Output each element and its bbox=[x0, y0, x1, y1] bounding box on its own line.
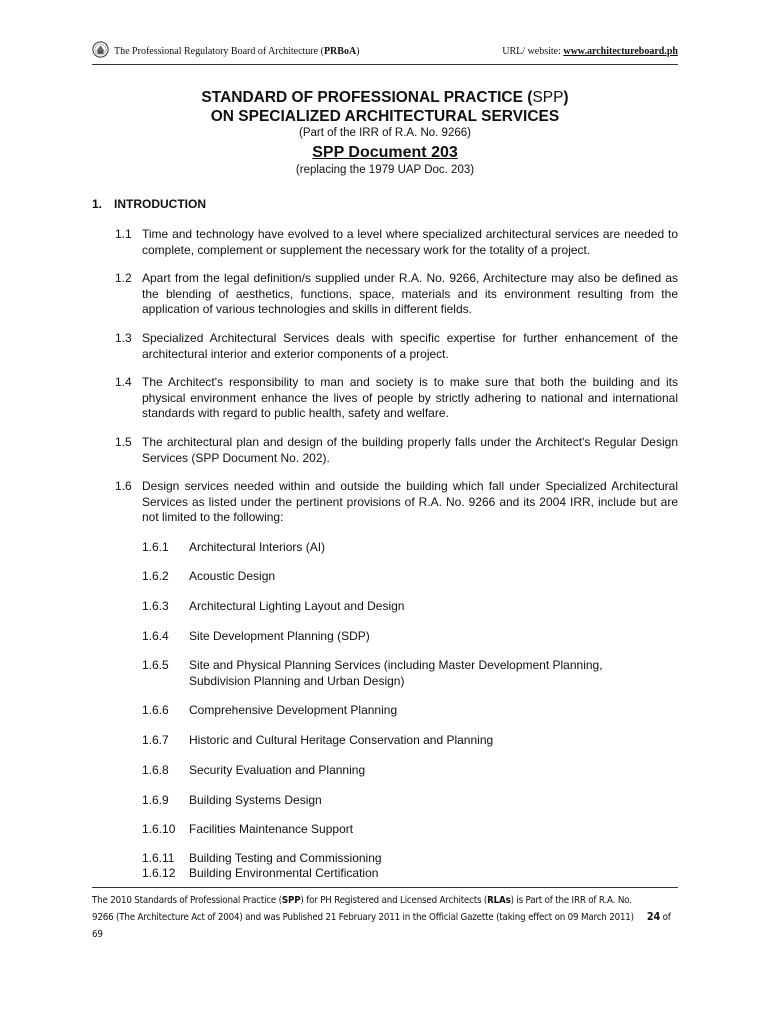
page-number: 24 of 69 bbox=[92, 911, 671, 940]
list-item: 1.6.9 Building Systems Design bbox=[142, 793, 322, 807]
page-footer bbox=[92, 892, 678, 943]
section-title: INTRODUCTION bbox=[114, 197, 206, 211]
doc-title-line2: ON SPECIALIZED ARCHITECTURAL SERVICES bbox=[210, 108, 560, 125]
list-item: 1.6.4 Site Development Planning (SDP) bbox=[142, 629, 370, 643]
footer-line1: The 2010 Standards of Professional Practice (SPP) for PH Registered and Licensed Architects (RLAs) is Part of the IRR of R.A. No. bbox=[92, 895, 632, 906]
title-block bbox=[92, 88, 678, 178]
list-item: 1.6.12 Building Environmental Certification bbox=[142, 866, 379, 880]
list-item: 1.6.6 Comprehensive Development Planning bbox=[142, 703, 398, 717]
header-website: URL/ website: www.architectureboard.ph bbox=[502, 46, 678, 57]
paragraph-1-6: 1.6 Design services needed within and outside the building which fall under Specialized Architectural Services as listed under the pertinent provisions of R.A. No. 9266 and its 2004 IRR, include but are not limited to the following: bbox=[115, 479, 678, 524]
page-header bbox=[92, 40, 678, 62]
paragraph-1-5: 1.5 The architectural plan and design of the building properly falls under the Architect's Regular Design Services (SPP Document No. 202). bbox=[115, 435, 678, 465]
list-item: 1.6.8 Security Evaluation and Planning bbox=[142, 763, 366, 777]
paragraph-1-4: 1.4 The Architect's responsibility to man and society is to make sure that both the building and its physical environment enhance the lives of people by strictly adhering to national and international standards with regard to public health, safety and welfare. bbox=[115, 375, 678, 420]
list-item: 1.6.10 Facilities Maintenance Support bbox=[142, 822, 354, 836]
list-item: 1.6.3 Architectural Lighting Layout and Design bbox=[142, 599, 405, 613]
list-item: 1.6.5 Site and Physical Planning Services (including Master Development Planning, Subdivision Planning and Urban Design) bbox=[142, 658, 603, 688]
header-divider bbox=[92, 64, 678, 65]
list-item: 1.6.2 Acoustic Design bbox=[142, 569, 276, 583]
paragraph-1-2: 1.2 Apart from the legal definition/s supplied under R.A. No. 9266, Architecture may also be defined as the blending of aesthetics, functions, space, materials and its environment resulting from the application of various technologies and skills in different fields. bbox=[115, 271, 678, 316]
footer-divider bbox=[92, 887, 678, 888]
doc-title-line1: STANDARD OF PROFESSIONAL PRACTICE (SPP) bbox=[201, 89, 569, 106]
header-org-name: The Professional Regulatory Board of Architecture (PRBoA) bbox=[114, 46, 360, 57]
paragraph-1-1: 1.1 Time and technology have evolved to a level where specialized architectural services are needed to complete, complement or supplement the necessary work for the totality of a project. bbox=[115, 227, 678, 257]
list-item: 1.6.7 Historic and Cultural Heritage Conservation and Planning bbox=[142, 733, 494, 747]
doc-subtitle: (Part of the IRR of R.A. No. 9266) bbox=[299, 127, 471, 139]
doc-replacing: (replacing the 1979 UAP Doc. 203) bbox=[295, 164, 475, 176]
prboa-seal-icon bbox=[92, 41, 109, 58]
doc-number: SPP Document 203 bbox=[312, 144, 458, 161]
section-heading bbox=[92, 197, 206, 211]
list-item: 1.6.11 Building Testing and Commissioning bbox=[142, 851, 382, 865]
section-number: 1. bbox=[92, 197, 103, 211]
paragraph-1-3: 1.3 Specialized Architectural Services deals with specific expertise for further enhancement of the architectural interior and exterior components of a project. bbox=[115, 331, 678, 361]
footer-line2: 9266 (The Architecture Act of 2004) and was Published 21 February 2011 in the Official Gazette (taking effect on 09 March 2011) 24 of 69 bbox=[92, 911, 671, 940]
list-item: 1.6.1 Architectural Interiors (AI) bbox=[142, 540, 326, 554]
website-link[interactable]: www.architectureboard.ph bbox=[563, 46, 678, 57]
